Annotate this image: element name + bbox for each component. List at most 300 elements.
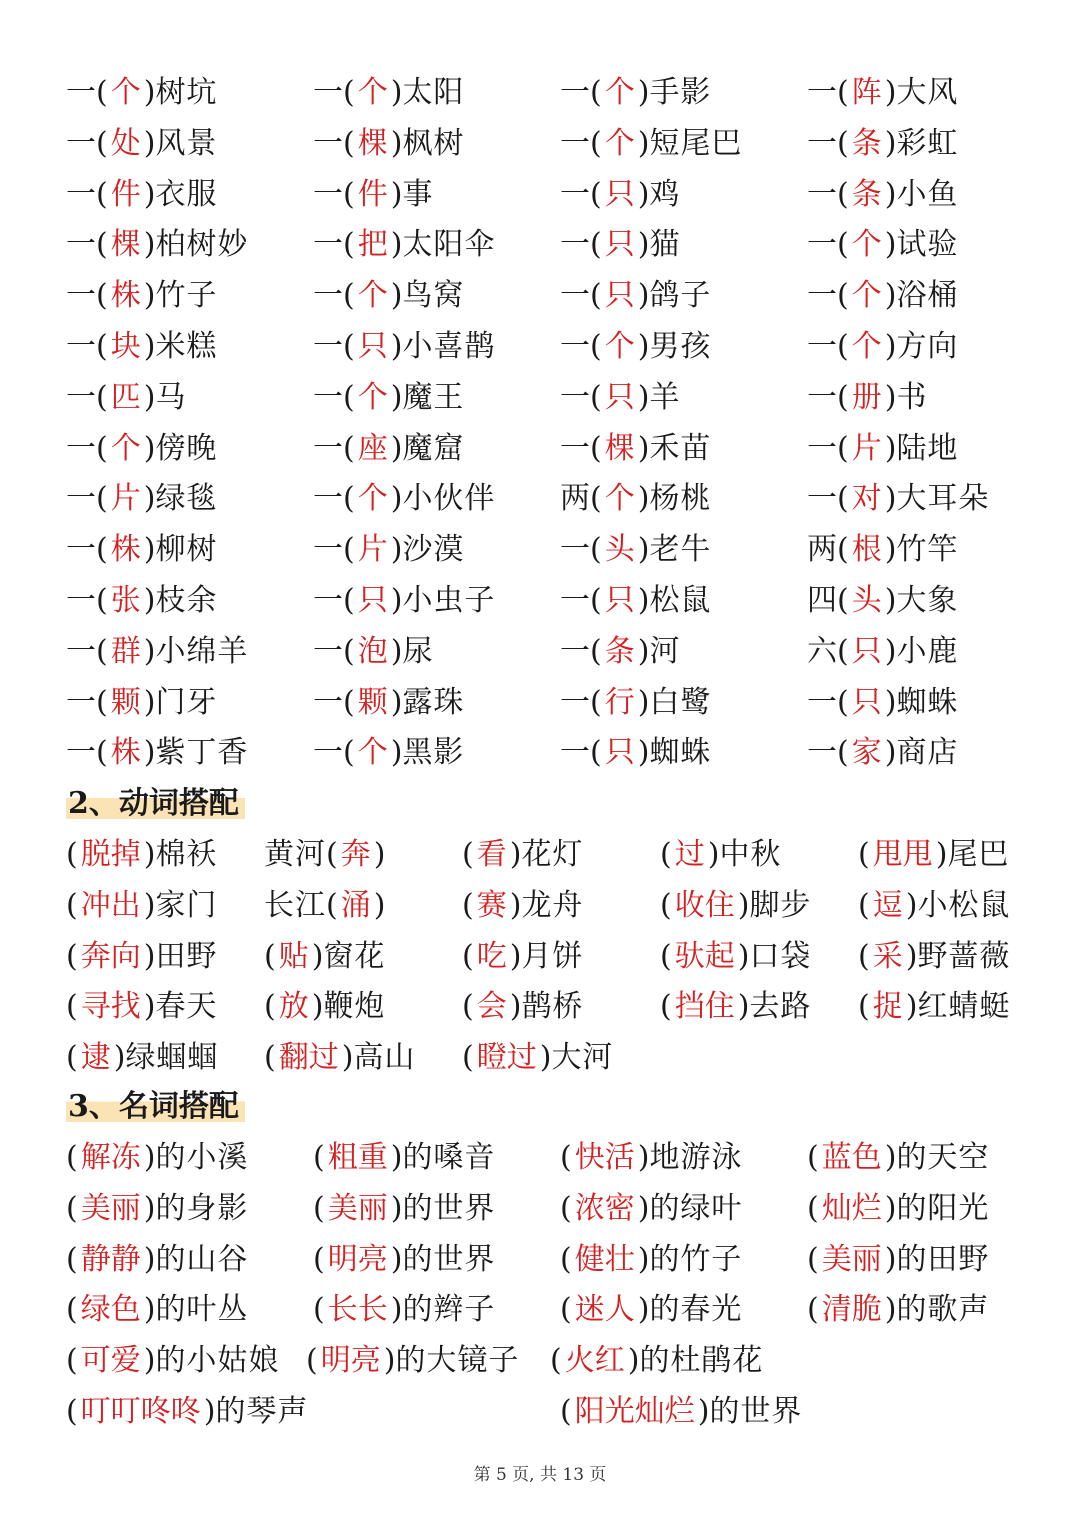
open-paren: (	[807, 1292, 819, 1328]
quantity-number: 一	[560, 633, 590, 669]
noun-word: 魔窟	[402, 430, 465, 466]
open-paren: (	[96, 481, 108, 517]
quantifier-row	[66, 424, 1056, 475]
noun-word: 白鹭	[649, 684, 712, 720]
close-paren: )	[884, 684, 897, 720]
answer-word: 收住	[674, 887, 735, 923]
answer-word: 可爱	[80, 1343, 141, 1379]
close-paren: )	[637, 684, 650, 720]
close-paren: )	[884, 227, 897, 263]
object-word: 中秋	[719, 837, 782, 872]
object-word: 棉袄	[155, 837, 218, 872]
open-paren: (	[550, 1343, 562, 1379]
answer-word: 家	[851, 735, 882, 771]
open-paren: (	[837, 735, 849, 771]
answer-word: 逗	[872, 887, 903, 923]
answer-word: 株	[110, 735, 141, 771]
quantifier-item	[560, 474, 711, 525]
close-paren: )	[390, 278, 403, 314]
quantifier-row	[66, 220, 1056, 271]
noun-word: 小绵羊	[155, 633, 249, 669]
phrase-word: 的嗓音	[402, 1140, 496, 1175]
quantity-number: 一	[560, 278, 590, 314]
open-paren: (	[96, 735, 108, 771]
noun-word: 大风	[896, 75, 959, 110]
close-paren: )	[143, 430, 156, 466]
open-paren: (	[462, 989, 474, 1025]
noun-word: 门牙	[155, 684, 218, 720]
quantifier-item	[807, 576, 958, 627]
noun-word: 河	[649, 633, 681, 669]
noun-word: 鸽子	[649, 278, 712, 314]
close-paren: )	[373, 837, 386, 872]
quantifier-item	[313, 525, 464, 576]
object-word: 红蜻蜓	[917, 989, 1011, 1025]
noun-section	[66, 1133, 1056, 1438]
quantity-number: 一	[560, 379, 590, 415]
quantity-number: 一	[313, 176, 343, 212]
open-paren: (	[590, 582, 602, 618]
open-paren: (	[590, 633, 602, 669]
quantifier-item	[560, 119, 742, 170]
verb-item	[264, 1033, 415, 1084]
answer-word: 个	[357, 735, 388, 771]
answer-word: 张	[110, 582, 141, 618]
answer-word: 过	[674, 837, 705, 872]
open-paren: (	[837, 379, 849, 415]
open-paren: (	[66, 1343, 78, 1379]
quantity-number: 一	[807, 75, 837, 110]
close-paren: )	[884, 1190, 897, 1226]
phrase-word: 的杜鹃花	[639, 1343, 764, 1379]
quantity-number: 一	[560, 125, 590, 161]
close-paren: )	[143, 837, 156, 872]
noun-item	[807, 1184, 989, 1235]
close-paren: )	[884, 532, 897, 568]
answer-word: 个	[604, 75, 635, 110]
quantifier-row	[66, 68, 1056, 119]
answer-word: 长长	[327, 1292, 388, 1328]
open-paren: (	[858, 837, 870, 872]
noun-word: 羊	[649, 379, 681, 415]
object-word: 月饼	[521, 938, 584, 974]
noun-word: 彩虹	[896, 125, 959, 161]
answer-word: 个	[604, 125, 635, 161]
close-paren: )	[884, 481, 897, 517]
answer-word: 群	[110, 633, 141, 669]
open-paren: (	[343, 735, 355, 771]
answer-word: 把	[357, 227, 388, 263]
quantifier-item	[313, 576, 495, 627]
quantifier-item	[313, 68, 464, 119]
close-paren: )	[905, 938, 918, 974]
close-paren: )	[143, 938, 156, 974]
noun-item	[560, 1184, 742, 1235]
answer-word: 火红	[564, 1343, 625, 1379]
quantifier-item	[313, 119, 464, 170]
quantifier-item	[807, 68, 958, 119]
answer-word: 个	[357, 379, 388, 415]
open-paren: (	[837, 532, 849, 568]
answer-word: 件	[357, 176, 388, 212]
quantity-number: 一	[66, 328, 96, 364]
close-paren: )	[884, 379, 897, 415]
close-paren: )	[390, 125, 403, 161]
open-paren: (	[837, 278, 849, 314]
quantifier-item	[313, 220, 495, 271]
answer-word: 冲出	[80, 887, 141, 923]
noun-item	[313, 1184, 495, 1235]
open-paren: (	[66, 837, 78, 872]
open-paren: (	[837, 227, 849, 263]
quantifier-item	[313, 373, 464, 424]
close-paren: )	[390, 684, 403, 720]
open-paren: (	[343, 278, 355, 314]
quantity-number: 一	[313, 75, 343, 110]
close-paren: )	[884, 125, 897, 161]
verb-item	[264, 982, 385, 1033]
quantifier-item	[66, 678, 217, 729]
answer-word: 吃	[476, 938, 507, 974]
close-paren: )	[737, 938, 750, 974]
open-paren: (	[343, 481, 355, 517]
quantifier-item	[807, 220, 958, 271]
close-paren: )	[884, 328, 897, 364]
close-paren: )	[707, 837, 720, 872]
noun-word: 书	[896, 379, 928, 415]
quantifier-item	[807, 373, 927, 424]
open-paren: (	[66, 1393, 78, 1429]
noun-word: 禾苗	[649, 430, 712, 466]
open-paren: (	[343, 684, 355, 720]
verb-item	[66, 932, 217, 983]
object-word: 大河	[551, 1040, 614, 1076]
quantity-number: 一	[66, 176, 96, 212]
answer-word: 脱掉	[80, 837, 141, 872]
answer-word: 片	[110, 481, 141, 517]
open-paren: (	[313, 1140, 325, 1175]
answer-word: 只	[604, 176, 635, 212]
quantifier-row	[66, 728, 1056, 779]
object-word: 春天	[155, 989, 218, 1025]
open-paren: (	[66, 1140, 78, 1175]
open-paren: (	[560, 1292, 572, 1328]
open-paren: (	[326, 837, 338, 872]
noun-word: 老牛	[649, 532, 712, 568]
quantity-number: 两	[560, 481, 590, 517]
close-paren: )	[143, 278, 156, 314]
quantifier-row	[66, 373, 1056, 424]
verb-item	[462, 1033, 613, 1084]
quantifier-item	[66, 525, 217, 576]
noun-word: 傍晚	[155, 430, 218, 466]
quantifier-item	[560, 271, 711, 322]
answer-word: 对	[851, 481, 882, 517]
quantifier-row	[66, 170, 1056, 221]
noun-section-heading: 3、名词搭配	[64, 1085, 251, 1129]
verb-item	[264, 932, 385, 983]
open-paren: (	[660, 938, 672, 974]
verb-item	[66, 982, 217, 1033]
close-paren: )	[884, 1292, 897, 1328]
verb-item	[660, 982, 811, 1033]
open-paren: (	[343, 582, 355, 618]
prefix-word: 长江	[264, 887, 326, 923]
noun-word: 竹子	[155, 278, 218, 314]
close-paren: )	[143, 1241, 156, 1277]
noun-item	[807, 1235, 989, 1286]
open-paren: (	[96, 430, 108, 466]
noun-word: 马	[155, 379, 187, 415]
open-paren: (	[837, 481, 849, 517]
close-paren: )	[383, 1343, 396, 1379]
open-paren: (	[96, 75, 108, 110]
open-paren: (	[807, 1241, 819, 1277]
open-paren: (	[560, 1190, 572, 1226]
open-paren: (	[66, 938, 78, 974]
noun-item	[66, 1336, 279, 1387]
quantifier-row	[66, 627, 1056, 678]
quantifier-item	[807, 678, 958, 729]
open-paren: (	[807, 1190, 819, 1226]
close-paren: )	[143, 125, 156, 161]
close-paren: )	[311, 989, 324, 1025]
phrase-word: 的辫子	[402, 1292, 496, 1328]
verb-item	[462, 982, 583, 1033]
noun-word: 沙漠	[402, 532, 465, 568]
answer-word: 快活	[574, 1140, 635, 1175]
close-paren: )	[390, 532, 403, 568]
answer-word: 颗	[357, 684, 388, 720]
close-paren: )	[143, 582, 156, 618]
phrase-word: 的山谷	[155, 1241, 249, 1277]
close-paren: )	[390, 582, 403, 618]
close-paren: )	[539, 1040, 552, 1076]
answer-word: 泡	[357, 633, 388, 669]
answer-word: 册	[851, 379, 882, 415]
quantifier-row	[66, 678, 1056, 729]
answer-word: 根	[851, 532, 882, 568]
verb-row	[66, 932, 1056, 983]
close-paren: )	[143, 1343, 156, 1379]
phrase-word: 的小溪	[155, 1140, 249, 1175]
open-paren: (	[462, 837, 474, 872]
open-paren: (	[66, 1292, 78, 1328]
noun-item	[66, 1387, 308, 1438]
answer-word: 只	[357, 328, 388, 364]
open-paren: (	[837, 582, 849, 618]
close-paren: )	[390, 1292, 403, 1328]
open-paren: (	[66, 887, 78, 923]
answer-word: 健壮	[574, 1241, 635, 1277]
quantity-number: 一	[313, 328, 343, 364]
open-paren: (	[66, 1040, 78, 1076]
quantifier-item	[560, 627, 680, 678]
quantity-number: 一	[66, 735, 96, 771]
noun-item	[550, 1336, 763, 1387]
verb-row	[66, 982, 1056, 1033]
noun-word: 猫	[649, 227, 681, 263]
answer-word: 赛	[476, 887, 507, 923]
object-word: 窗花	[323, 938, 386, 974]
phrase-word: 的叶丛	[155, 1292, 249, 1328]
object-word: 小松鼠	[917, 887, 1011, 923]
quantifier-item	[560, 170, 680, 221]
close-paren: )	[905, 887, 918, 923]
answer-word: 只	[604, 379, 635, 415]
open-paren: (	[560, 1140, 572, 1175]
noun-item	[66, 1133, 248, 1184]
noun-word: 事	[402, 176, 434, 212]
verb-item	[264, 881, 385, 932]
answer-word: 个	[851, 328, 882, 364]
noun-word: 小伙伴	[402, 481, 496, 517]
quantifier-item	[807, 627, 958, 678]
noun-item	[560, 1133, 742, 1184]
quantity-number: 六	[807, 633, 837, 669]
noun-word: 杨桃	[649, 481, 712, 517]
close-paren: )	[905, 989, 918, 1025]
open-paren: (	[96, 582, 108, 618]
noun-row	[66, 1285, 1056, 1336]
quantifier-item	[560, 728, 711, 779]
quantity-number: 一	[560, 735, 590, 771]
noun-word: 蜘蛛	[896, 684, 959, 720]
answer-word: 株	[110, 278, 141, 314]
open-paren: (	[858, 938, 870, 974]
phrase-word: 的琴声	[215, 1393, 309, 1429]
quantifier-item	[560, 576, 711, 627]
answer-word: 逮	[80, 1040, 111, 1076]
noun-word: 柏树妙	[155, 227, 249, 263]
answer-word: 只	[851, 633, 882, 669]
answer-word: 放	[278, 989, 309, 1025]
noun-word: 小喜鹊	[402, 328, 496, 364]
answer-word: 浓密	[574, 1190, 635, 1226]
close-paren: )	[143, 1292, 156, 1328]
noun-word: 紫丁香	[155, 735, 249, 771]
quantifier-item	[313, 424, 464, 475]
close-paren: )	[143, 1190, 156, 1226]
quantity-number: 一	[66, 379, 96, 415]
close-paren: )	[637, 1190, 650, 1226]
open-paren: (	[837, 633, 849, 669]
object-word: 野蔷薇	[917, 938, 1011, 974]
answer-word: 奔	[340, 837, 371, 872]
answer-word: 个	[851, 227, 882, 263]
open-paren: (	[96, 227, 108, 263]
close-paren: )	[637, 278, 650, 314]
quantity-number: 四	[807, 582, 837, 618]
quantity-number: 一	[313, 735, 343, 771]
quantifier-item	[807, 170, 958, 221]
open-paren: (	[590, 227, 602, 263]
phrase-word: 的大镜子	[395, 1343, 520, 1379]
close-paren: )	[390, 379, 403, 415]
answer-word: 块	[110, 328, 141, 364]
noun-item	[560, 1235, 742, 1286]
noun-word: 尿	[402, 633, 434, 669]
quantity-number: 一	[807, 684, 837, 720]
close-paren: )	[637, 633, 650, 669]
noun-word: 浴桶	[896, 278, 959, 314]
open-paren: (	[660, 837, 672, 872]
answer-word: 瞪过	[476, 1040, 537, 1076]
noun-word: 试验	[896, 227, 959, 263]
noun-row	[66, 1336, 1056, 1387]
answer-word: 条	[604, 633, 635, 669]
close-paren: )	[884, 1241, 897, 1277]
quantifier-item	[560, 424, 711, 475]
open-paren: (	[807, 1140, 819, 1175]
quantifier-item	[66, 68, 217, 119]
answer-word: 行	[604, 684, 635, 720]
answer-word: 株	[110, 532, 141, 568]
object-word: 去路	[749, 989, 812, 1025]
quantifier-item	[66, 373, 186, 424]
close-paren: )	[143, 379, 156, 415]
close-paren: )	[390, 176, 403, 212]
noun-word: 短尾巴	[649, 125, 743, 161]
quantifier-row	[66, 525, 1056, 576]
answer-word: 静静	[80, 1241, 141, 1277]
phrase-word: 的世界	[709, 1393, 803, 1429]
close-paren: )	[143, 684, 156, 720]
answer-word: 叮叮咚咚	[80, 1393, 201, 1429]
open-paren: (	[264, 1040, 276, 1076]
noun-item	[560, 1387, 802, 1438]
close-paren: )	[143, 887, 156, 923]
answer-word: 迷人	[574, 1292, 635, 1328]
quantifier-item	[66, 576, 217, 627]
verb-item	[66, 1033, 218, 1084]
open-paren: (	[590, 735, 602, 771]
noun-word: 太阳伞	[402, 227, 496, 263]
verb-item	[462, 932, 583, 983]
phrase-word: 的身影	[155, 1190, 249, 1226]
noun-word: 风景	[155, 125, 218, 161]
phrase-word: 的绿叶	[649, 1190, 743, 1226]
quantity-number: 一	[807, 430, 837, 466]
quantifier-item	[560, 373, 680, 424]
close-paren: )	[935, 837, 948, 872]
open-paren: (	[343, 532, 355, 568]
open-paren: (	[837, 328, 849, 364]
open-paren: (	[343, 430, 355, 466]
page-footer: 第 5 页, 共 13 页	[473, 1465, 607, 1485]
open-paren: (	[858, 989, 870, 1025]
answer-word: 翻过	[278, 1040, 339, 1076]
close-paren: )	[143, 633, 156, 669]
verb-section-heading: 2、动词搭配	[64, 782, 251, 826]
quantifier-item	[807, 322, 958, 373]
open-paren: (	[343, 328, 355, 364]
answer-word: 只	[604, 278, 635, 314]
verb-item	[264, 830, 385, 881]
answer-word: 美丽	[821, 1241, 882, 1277]
quantifier-item	[807, 525, 958, 576]
answer-word: 处	[110, 125, 141, 161]
phrase-word: 的田野	[896, 1241, 990, 1277]
answer-word: 挡住	[674, 989, 735, 1025]
noun-word: 枝余	[155, 582, 218, 618]
close-paren: )	[737, 887, 750, 923]
quantity-number: 一	[807, 227, 837, 263]
answer-word: 奔向	[80, 938, 141, 974]
noun-word: 太阳	[402, 75, 465, 110]
quantity-number: 一	[313, 582, 343, 618]
noun-word: 竹竿	[896, 532, 959, 568]
